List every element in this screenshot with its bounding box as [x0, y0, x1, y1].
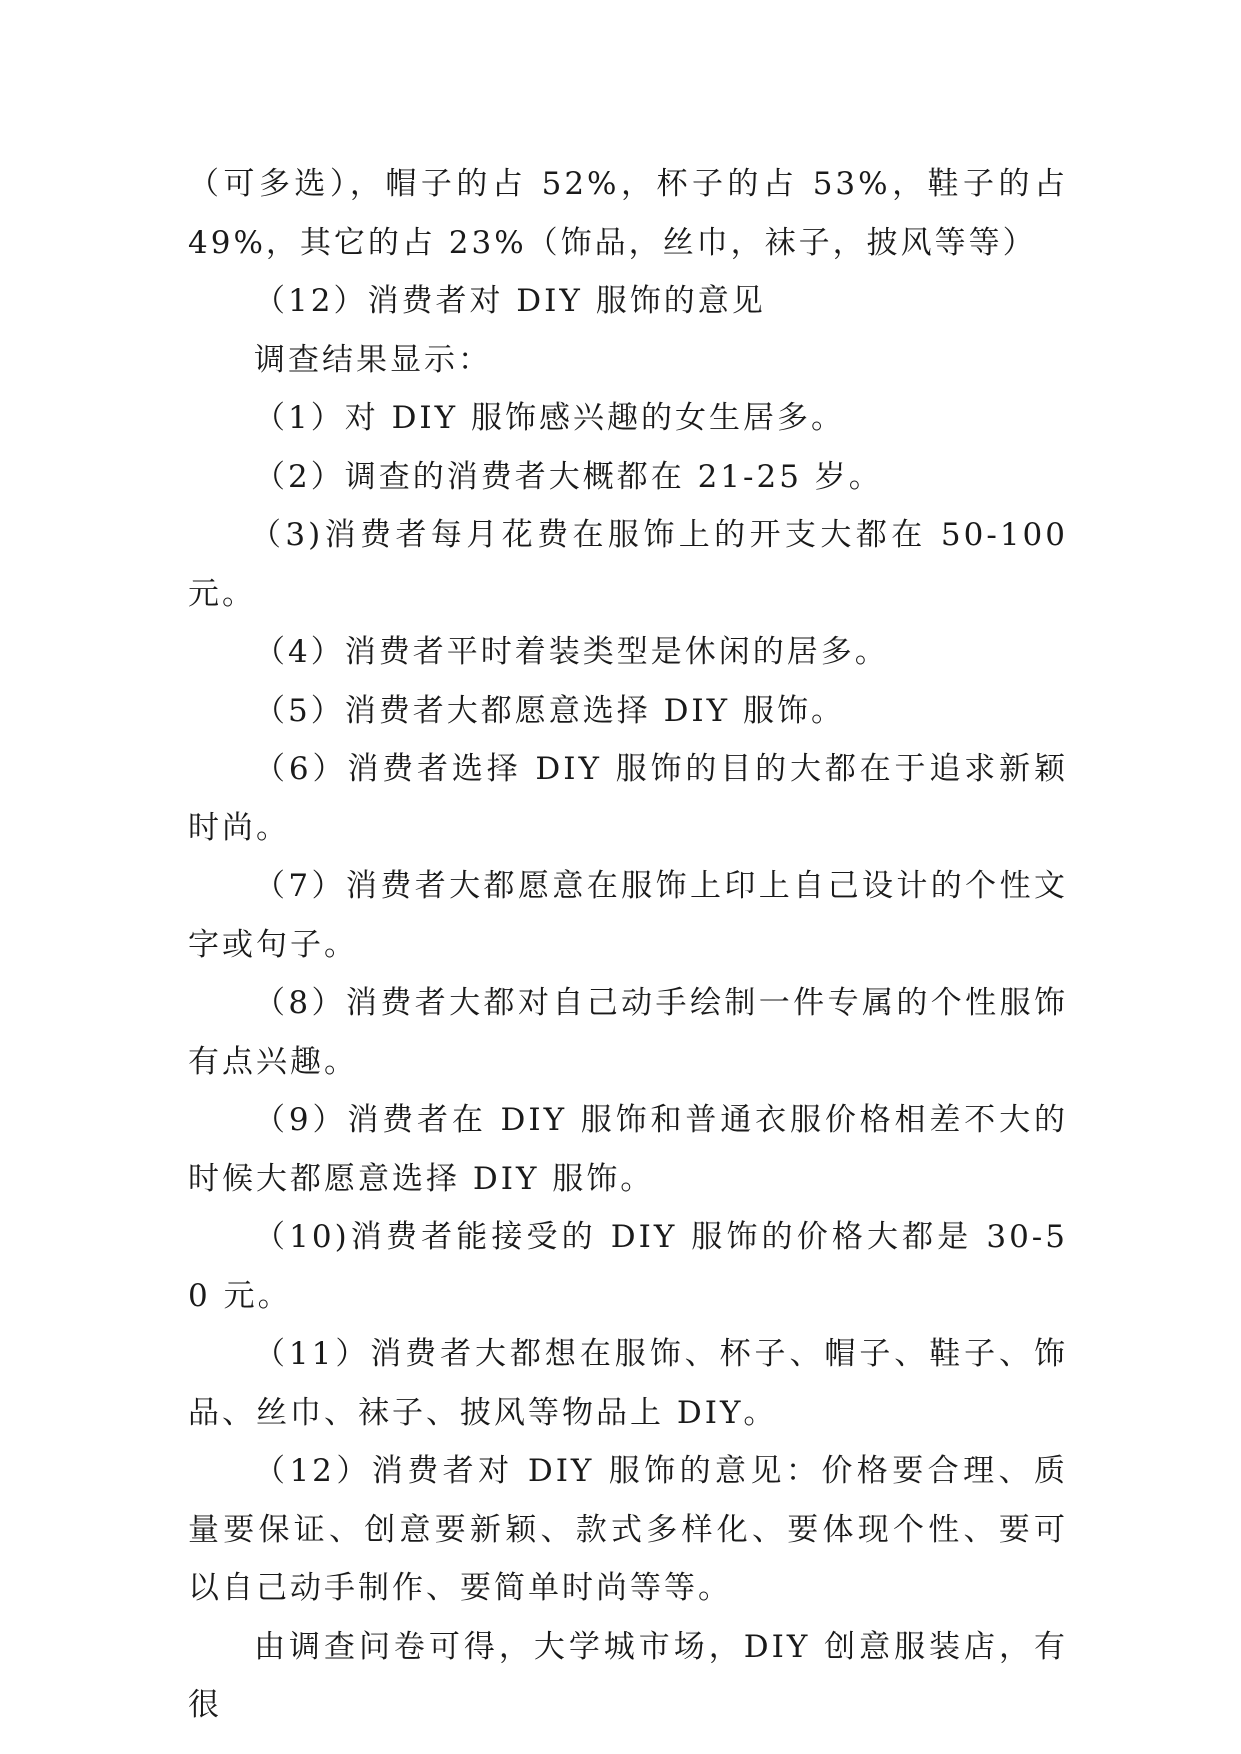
paragraph-result-11: （11）消费者大都想在服饰、杯子、帽子、鞋子、饰品、丝巾、袜子、披风等物品上 DIY。 — [188, 1336, 1068, 1431]
paragraph-results-intro: 调查结果显示： — [254, 341, 492, 378]
paragraph-result-8: （8）消费者大都对自己动手绘制一件专属的个性服饰有点兴趣。 — [188, 985, 1068, 1080]
paragraph-section-12-heading: （12）消费者对 DIY 服饰的意见 — [254, 283, 766, 319]
paragraph-result-1: （1）对 DIY 服饰感兴趣的女生居多。 — [254, 400, 845, 436]
paragraph-result-5: （5）消费者大都愿意选择 DIY 服饰。 — [254, 692, 845, 729]
paragraph-result-4: （4）消费者平时着装类型是休闲的居多。 — [254, 634, 889, 670]
paragraph-conclusion: 由调查问卷可得，大学城市场，DIY 创意服装店，有很 — [188, 1628, 1068, 1723]
paragraph-continued-survey-items: （可多选），帽子的占 52%，杯子的占 53%，鞋子的占 49%，其它的占 23%（饰品，丝巾，袜子，披风等等） — [188, 166, 1068, 261]
paragraph-result-3: （3)消费者每月花费在服饰上的开支大都在 50-100 元。 — [188, 517, 1068, 612]
paragraph-result-6: （6）消费者选择 DIY 服饰的目的大都在于追求新颖时尚。 — [188, 751, 1068, 846]
paragraph-result-10: （10)消费者能接受的 DIY 服饰的价格大都是 30-50 元。 — [188, 1219, 1068, 1314]
document-body — [188, 155, 1068, 1735]
paragraph-result-12: （12）消费者对 DIY 服饰的意见：价格要合理、质量要保证、创意要新颖、款式多样化、要体现个性、要可以自己动手制作、要简单时尚等等。 — [188, 1453, 1068, 1606]
paragraph-result-7: （7）消费者大都愿意在服饰上印上自己设计的个性文字或句子。 — [188, 868, 1068, 963]
paragraph-result-9: （9）消费者在 DIY 服饰和普通衣服价格相差不大的时候大都愿意选择 DIY 服饰。 — [188, 1102, 1068, 1197]
paragraph-result-2: （2）调查的消费者大概都在 21-25 岁。 — [254, 458, 883, 495]
